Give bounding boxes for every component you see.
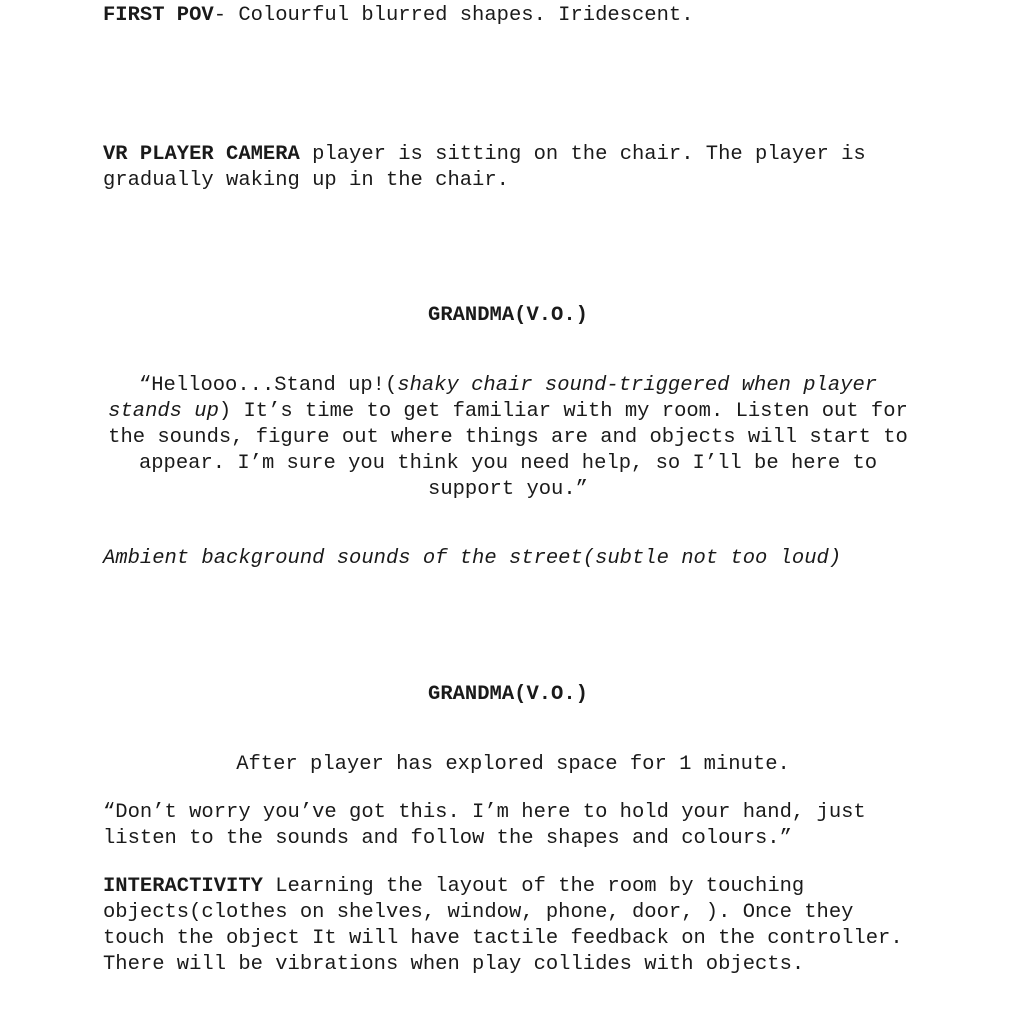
dialogue-1-open: “Hellooo...Stand up!(	[138, 374, 398, 397]
character-name-grandma-2: GRANDMA(V.O.)	[428, 683, 588, 706]
grandma-dialogue-1	[100, 373, 916, 503]
stage-direction: shaky chair sound-triggered when player stands up	[108, 374, 878, 423]
dialogue-1-rest: ) It’s time to get familiar with my room. Listen out for the sounds, figure out where things are and objects will start to appear. I’m sure you think you need help, so I’ll be here to support you.”	[108, 400, 908, 501]
grandma-dialogue-2: “Don’t worry you’ve got this. I’m here to hold your hand, just listen to the sounds and follow the shapes and colours.”	[103, 801, 866, 850]
first-pov-text: - Colourful blurred shapes. Iridescent.	[213, 4, 694, 27]
interactivity-text: Learning the layout of the room by touching objects(clothes on shelves, window, phone, door, ). Once they touch the object It will have tactile feedback on the controller. There will be vibrations when play collides with objects.	[103, 875, 903, 976]
interactivity-heading: INTERACTIVITY	[103, 875, 263, 898]
vr-camera-paragraph	[103, 142, 923, 194]
vr-camera-text: player is sitting on the chair. The player is gradually waking up in the chair.	[103, 143, 866, 192]
ambient-sound-line: Ambient background sounds of the street(subtle not too loud)	[103, 547, 842, 570]
interactivity-paragraph	[103, 874, 923, 978]
first-pov-heading: FIRST POV	[103, 4, 214, 27]
character-name-grandma: GRANDMA(V.O.)	[428, 304, 588, 327]
parenthetical-line: After player has explored space for 1 minute.	[236, 753, 790, 776]
vr-camera-heading: VR PLAYER CAMERA	[103, 143, 300, 166]
first-pov-line	[103, 3, 923, 29]
